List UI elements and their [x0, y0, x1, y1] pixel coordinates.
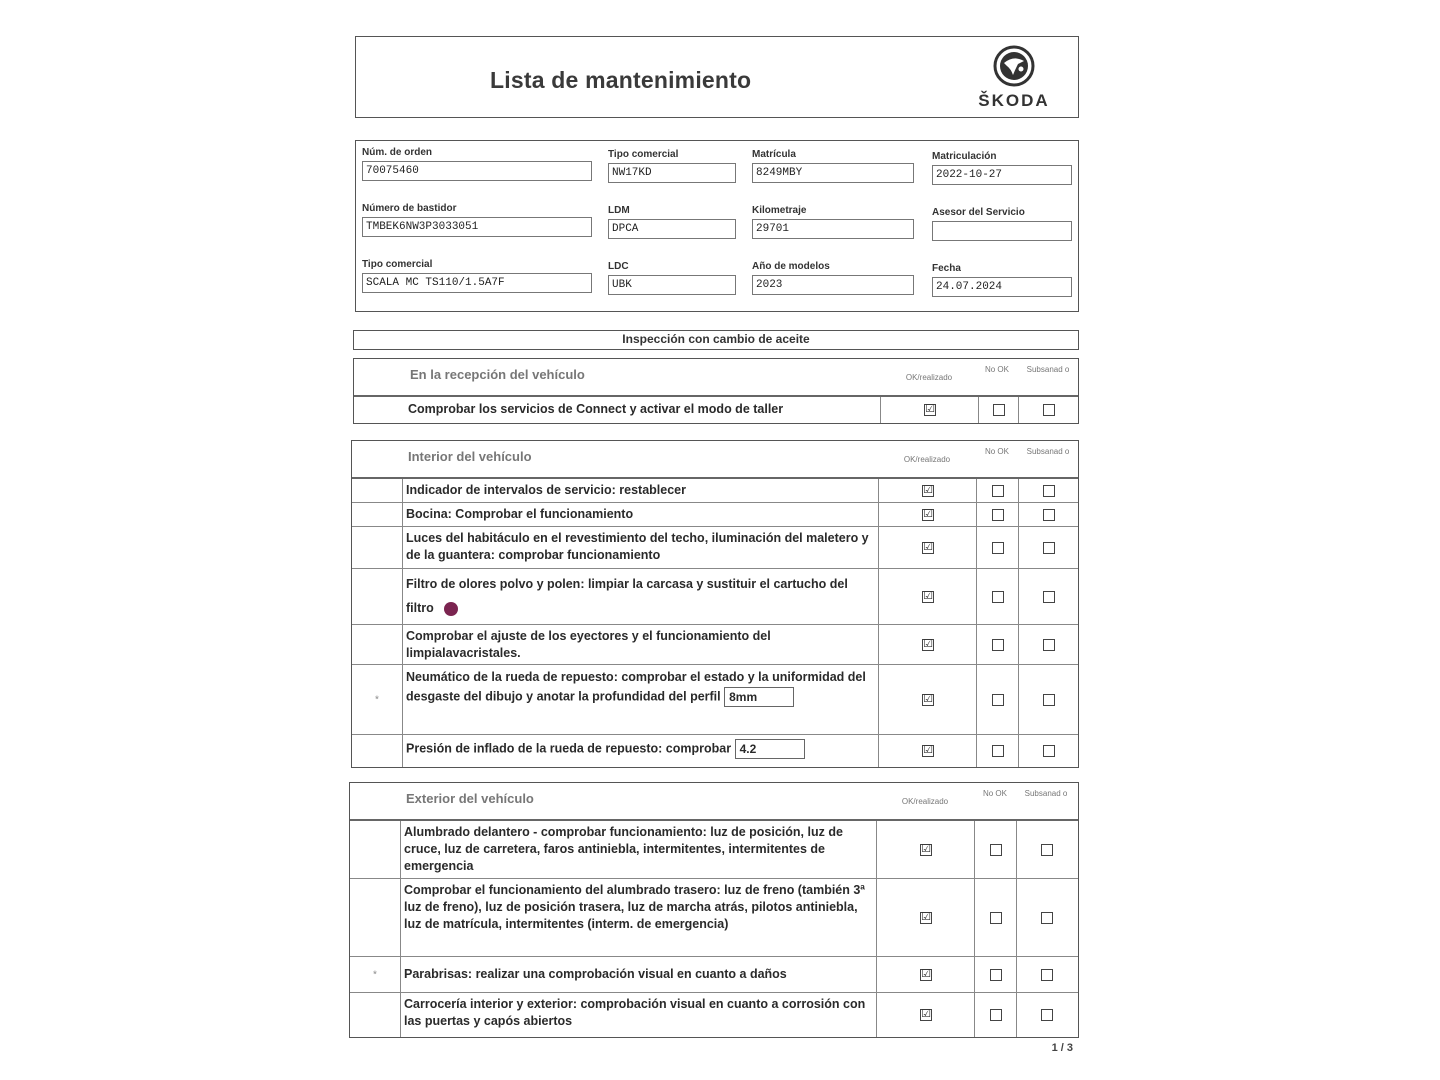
order-number-value: 70075460: [362, 161, 592, 181]
row-text-wrap: [406, 739, 870, 759]
model-year-field: [752, 261, 914, 295]
plate-value: 8249MBY: [752, 163, 914, 183]
document-title: Lista de mantenimiento: [490, 67, 752, 93]
fixed-checkbox[interactable]: [1043, 509, 1055, 521]
field-label: Kilometraje: [752, 205, 807, 216]
column-header-ok: OK/realizado: [901, 797, 949, 806]
checklist-row: [352, 569, 1078, 625]
ldm-value: DPCA: [608, 219, 736, 239]
ldm-field: [608, 205, 736, 239]
row-marker: [352, 665, 403, 734]
field-label: Tipo comercial: [362, 259, 433, 270]
brand-name: ŠKODA: [978, 91, 1050, 110]
commercial-type-code-field: [608, 149, 736, 183]
column-header-ok: OK/realizado: [905, 373, 953, 382]
row-text: Presión de inflado de la rueda de repuesto: comprobar: [406, 741, 732, 756]
group-interior: [351, 440, 1079, 768]
ok-checkbox[interactable]: ☑: [921, 842, 931, 855]
column-header-fixed: Subsanad o: [1024, 789, 1068, 798]
fixed-checkbox[interactable]: [1041, 969, 1053, 981]
fixed-checkbox[interactable]: [1043, 591, 1055, 603]
column-header-ok: OK/realizado: [903, 455, 951, 464]
row-text: Alumbrado delantero - comprobar funcionamiento: luz de posición, luz de cruce, luz de carretera, faros antiniebla, intermitentes, intermitentes de emergencia: [404, 825, 843, 873]
row-text: Indicador de intervalos de servicio: restablecer: [406, 483, 686, 497]
fixed-checkbox[interactable]: [1043, 485, 1055, 497]
vehicle-info-box: [355, 140, 1079, 312]
not-ok-checkbox[interactable]: [992, 694, 1004, 706]
document-header: [355, 36, 1079, 118]
ok-checkbox[interactable]: ☑: [923, 483, 933, 496]
mileage-value: 29701: [752, 219, 914, 239]
not-ok-checkbox[interactable]: [992, 542, 1004, 554]
field-label: Matriculación: [932, 151, 997, 162]
ok-checkbox[interactable]: ☑: [921, 910, 931, 923]
column-header-fixed: Subsanad o: [1026, 365, 1070, 374]
not-ok-checkbox[interactable]: [992, 639, 1004, 651]
row-marker: [352, 735, 403, 767]
field-label: Año de modelos: [752, 261, 830, 272]
skoda-logo-icon: [993, 45, 1035, 87]
ok-checkbox[interactable]: ☑: [923, 692, 933, 705]
mileage-field: [752, 205, 914, 239]
row-marker: [350, 957, 401, 992]
order-number-field: [362, 147, 592, 181]
row-marker: [352, 569, 403, 624]
chassis-number-value: TMBEK6NW3P3033051: [362, 217, 592, 237]
ok-checkbox[interactable]: ☑: [923, 540, 933, 553]
row-text: Luces del habitáculo en el revestimiento del techo, iluminación del maletero y de la guantera: comprobar funcionamiento: [406, 531, 869, 562]
row-marker: [352, 479, 403, 502]
commercial-type-field: [362, 259, 592, 293]
fixed-checkbox[interactable]: [1043, 542, 1055, 554]
row-text: Bocina: Comprobar el funcionamiento: [406, 507, 634, 521]
column-header-fixed: Subsanad o: [1026, 447, 1070, 456]
column-header-not-ok: No OK: [982, 789, 1007, 798]
not-ok-checkbox[interactable]: [992, 485, 1004, 497]
checklist-row: [354, 397, 1078, 423]
row-text-wrap: [406, 668, 870, 707]
commercial-type-value: SCALA MC TS110/1.5A7F: [362, 273, 592, 293]
column-header-not-ok: No OK: [984, 365, 1009, 374]
group-header: [354, 359, 1078, 397]
chassis-number-field: [362, 203, 592, 237]
row-text: Carrocería interior y exterior: comprobación visual en cuanto a corrosión con las puertas y capós abiertos: [404, 997, 866, 1028]
ok-checkbox[interactable]: ☑: [921, 967, 931, 980]
ok-checkbox[interactable]: ☑: [923, 589, 933, 602]
row-text: Comprobar los servicios de Connect y activar el modo de taller: [408, 402, 784, 416]
registration-field: [932, 151, 1072, 185]
commercial-type-code-value: NW17KD: [608, 163, 736, 183]
checklist-row: [352, 527, 1078, 569]
not-ok-checkbox[interactable]: [990, 912, 1002, 924]
checklist-row: [352, 625, 1078, 665]
row-marker: [352, 503, 403, 526]
group-title: En la recepción del vehículo: [410, 367, 585, 382]
checklist-row: [352, 665, 1078, 735]
model-year-value: 2023: [752, 275, 914, 295]
checklist-row: [352, 503, 1078, 527]
row-text: Filtro de olores polvo y polen: limpiar la carcasa y sustituir el cartucho del filtro: [406, 577, 848, 615]
row-marker: [352, 527, 403, 568]
not-ok-checkbox[interactable]: [993, 404, 1005, 416]
field-label: Núm. de orden: [362, 147, 433, 158]
fixed-checkbox[interactable]: [1043, 745, 1055, 757]
registration-value: 2022-10-27: [932, 165, 1072, 185]
section-title: Inspección con cambio de aceite: [353, 330, 1079, 350]
fixed-checkbox[interactable]: [1041, 844, 1053, 856]
plate-field: [752, 149, 914, 183]
service-advisor-field: [932, 207, 1072, 241]
group-title: Exterior del vehículo: [406, 791, 534, 806]
row-marker: [350, 821, 401, 878]
checklist-row: [350, 993, 1078, 1037]
row-text-wrap: [406, 572, 870, 620]
group-reception: [353, 358, 1079, 424]
group-exterior: [349, 782, 1079, 1038]
row-text: Parabrisas: realizar una comprobación visual en cuanto a daños: [404, 967, 787, 981]
fixed-checkbox[interactable]: [1043, 404, 1055, 416]
ok-checkbox[interactable]: ☑: [925, 403, 935, 415]
not-ok-checkbox[interactable]: [990, 1009, 1002, 1021]
checklist-row: [352, 479, 1078, 503]
date-field: [932, 263, 1072, 297]
column-header-not-ok: No OK: [984, 447, 1009, 456]
field-label: Matrícula: [752, 149, 796, 160]
field-label: Fecha: [932, 263, 961, 274]
checklist-row: [350, 821, 1078, 879]
page-number: 1 / 3: [1051, 1042, 1073, 1054]
fixed-checkbox[interactable]: [1041, 1009, 1053, 1021]
ldc-field: [608, 261, 736, 295]
tread-depth-input[interactable]: 8mm: [724, 687, 794, 707]
row-text: Comprobar el ajuste de los eyectores y el funcionamiento del limpialavacristales.: [406, 629, 771, 660]
field-label: Asesor del Servicio: [932, 207, 1025, 218]
maintenance-sheet: [345, 30, 1085, 1060]
ok-checkbox[interactable]: ☑: [923, 507, 933, 520]
date-value: 24.07.2024: [932, 277, 1072, 297]
service-advisor-value: [932, 221, 1072, 241]
fixed-checkbox[interactable]: [1043, 694, 1055, 706]
row-marker-text: *: [373, 969, 377, 980]
row-text: Comprobar el funcionamiento del alumbrado trasero: luz de freno (también 3ª luz de freno), luz de posición trasera, luz de marcha atrás, pilotos antiniebla, luz de matrícula, intermitentes (interm. de emergencia): [404, 883, 865, 931]
field-label: LDM: [608, 205, 630, 216]
checklist-row: [350, 957, 1078, 993]
row-marker-text: *: [375, 694, 379, 705]
purple-marker-dot: [444, 602, 458, 616]
field-label: Número de bastidor: [362, 203, 457, 214]
row-marker: [352, 625, 403, 664]
not-ok-checkbox[interactable]: [992, 591, 1004, 603]
group-header: [350, 783, 1078, 821]
not-ok-checkbox[interactable]: [990, 969, 1002, 981]
not-ok-checkbox[interactable]: [990, 844, 1002, 856]
group-title: Interior del vehículo: [408, 449, 532, 464]
brand-block: [964, 45, 1064, 115]
group-header: [352, 441, 1078, 479]
row-text: Neumático de la rueda de repuesto: comprobar el estado y la uniformidad del desgaste del dibujo y anotar la profundidad del perfil: [406, 670, 866, 704]
row-marker: [350, 993, 401, 1037]
field-label: LDC: [608, 261, 629, 272]
ldc-value: UBK: [608, 275, 736, 295]
row-marker: [350, 879, 401, 956]
ok-checkbox[interactable]: ☑: [923, 744, 933, 756]
fixed-checkbox[interactable]: [1043, 639, 1055, 651]
checklist-row: [352, 735, 1078, 767]
ok-checkbox[interactable]: ☑: [921, 1008, 931, 1020]
field-label: Tipo comercial: [608, 149, 679, 160]
fixed-checkbox[interactable]: [1041, 912, 1053, 924]
tire-pressure-input[interactable]: 4.2: [735, 739, 805, 759]
not-ok-checkbox[interactable]: [992, 745, 1004, 757]
checklist-row: [350, 879, 1078, 957]
not-ok-checkbox[interactable]: [992, 509, 1004, 521]
ok-checkbox[interactable]: ☑: [923, 637, 933, 650]
